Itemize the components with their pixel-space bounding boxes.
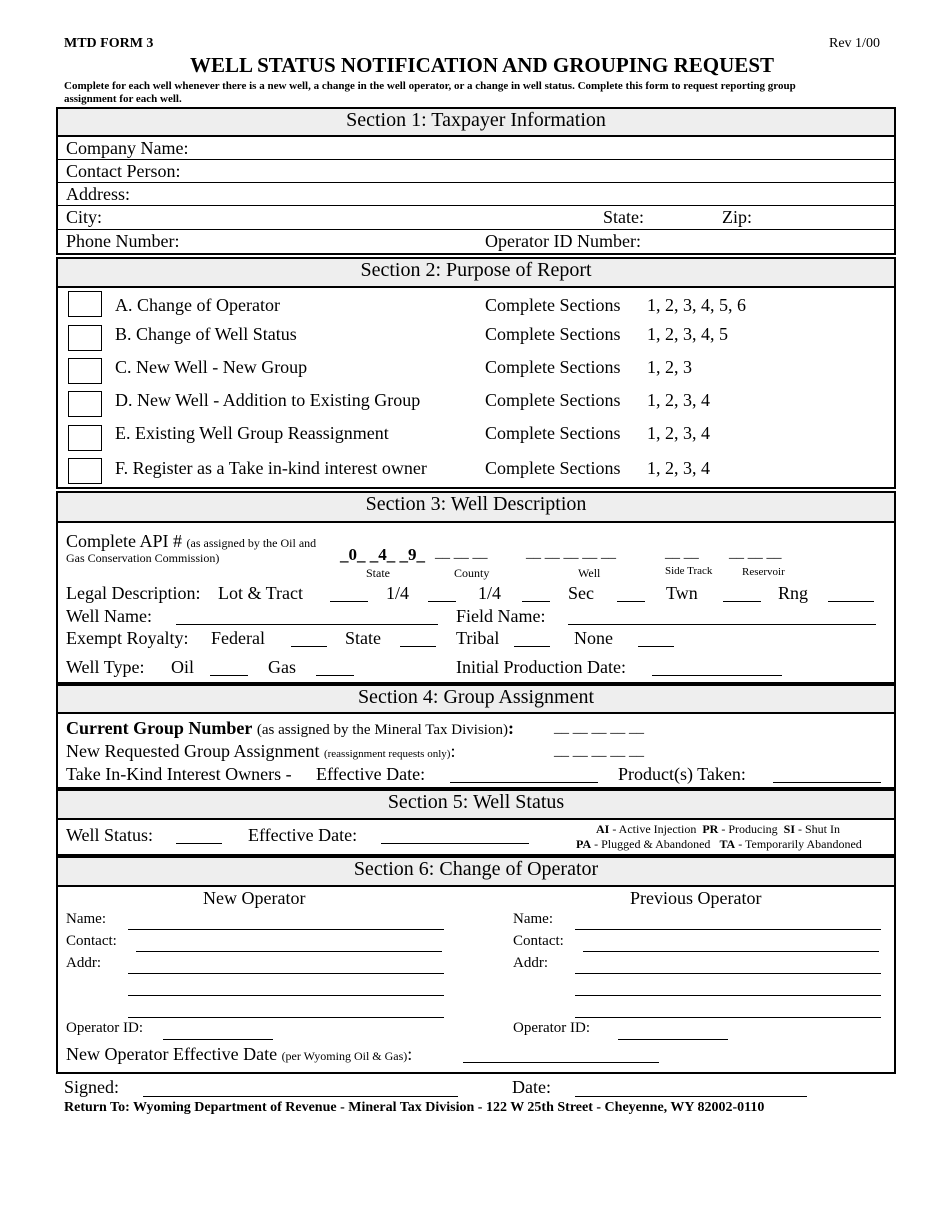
prev-operator-contact-input[interactable] — [583, 951, 879, 952]
address-field[interactable]: Address: — [66, 184, 130, 204]
text-label: Signed: — [64, 1077, 120, 1097]
text-label: E. Existing Well Group Reassignment — [115, 423, 389, 443]
text-label: Twn — [666, 583, 698, 603]
text-label: 1/4 — [478, 583, 502, 603]
text-label: Current Group Number — [66, 718, 253, 738]
text-label: - Plugged & Abandoned — [594, 837, 711, 851]
blank-line — [128, 1017, 444, 1018]
tik-effective-date-input[interactable] — [450, 782, 598, 783]
text-label: Exempt Royalty: — [66, 628, 189, 648]
text-label: Well Type: — [66, 657, 145, 677]
text-label: Effective Date: — [248, 825, 358, 845]
blank-line — [514, 646, 550, 647]
text-label: B. Change of Well Status — [115, 324, 297, 344]
divider — [58, 229, 894, 230]
checkbox[interactable] — [68, 391, 102, 417]
blank-line — [617, 601, 645, 602]
text-label — [66, 531, 316, 552]
text-label: - Temporarily Abandoned — [738, 837, 862, 851]
divider — [58, 182, 894, 183]
section-1 — [56, 107, 896, 255]
phone-field[interactable]: Phone Number: — [66, 231, 180, 251]
signature-input[interactable] — [143, 1096, 458, 1097]
text-label: 1, 2, 3, 4 — [647, 458, 710, 478]
section-5-title: Section 5: Well Status — [58, 791, 894, 820]
text-label: 1, 2, 3, 4 — [647, 423, 710, 443]
new-operator-contact-input[interactable] — [136, 951, 442, 952]
text-label: AI — [596, 822, 610, 836]
text-label: Complete Sections — [485, 423, 621, 443]
new-group-assignment-input[interactable]: __ __ __ __ __ — [554, 743, 644, 759]
contact-person-field[interactable]: Contact Person: — [66, 161, 181, 181]
text-label — [66, 718, 514, 739]
text-label: A. Change of Operator — [115, 295, 280, 315]
api-well[interactable]: __ __ __ __ __ — [526, 545, 616, 561]
text-label: Addr: — [66, 955, 101, 971]
text-label: None — [574, 628, 613, 648]
text-label: New Requested Group Assignment — [66, 741, 320, 761]
text-label: Take In-Kind Interest Owners - — [66, 764, 292, 784]
status-legend-1 — [596, 822, 840, 837]
text-label: C. New Well - New Group — [115, 357, 308, 377]
text-label: Name: — [513, 911, 553, 927]
text-label: : — [507, 718, 514, 738]
text-label: County — [454, 566, 490, 580]
text-label: F. Register as a Take in-kind interest owner — [115, 458, 427, 478]
zip-field[interactable]: Zip: — [722, 207, 752, 227]
text-label: SI — [783, 822, 795, 836]
text-label: - Shut In — [798, 822, 840, 836]
blank-line — [330, 601, 368, 602]
date-input[interactable] — [575, 1096, 807, 1097]
section-4 — [56, 684, 896, 789]
checkbox[interactable] — [68, 458, 102, 484]
text-label: Oil — [171, 657, 195, 677]
text-label: 1, 2, 3, 4, 5, 6 — [647, 295, 746, 315]
text-label: Complete Sections — [485, 357, 621, 377]
blank-line — [575, 1017, 881, 1018]
text-label: Sec — [568, 583, 594, 603]
text-label: PR — [702, 822, 719, 836]
blank-line — [210, 675, 248, 676]
section-5 — [56, 789, 896, 856]
text-label: TA — [719, 837, 736, 851]
well-status-effective-date-input[interactable] — [381, 843, 529, 844]
text-label: (reassignment requests only) — [323, 748, 451, 760]
text-label: Name: — [66, 911, 106, 927]
text-label: New Operator Effective Date — [66, 1044, 278, 1064]
text-label: Operator ID: — [513, 1020, 591, 1036]
blank-line — [400, 646, 436, 647]
section-4-title: Section 4: Group Assignment — [58, 686, 894, 714]
prev-operator-addr-input[interactable] — [575, 973, 881, 974]
field-name-label: Field Name: — [456, 606, 546, 626]
field-name-input[interactable] — [568, 624, 876, 625]
state-field[interactable]: State: — [603, 207, 644, 227]
text-label: Date: — [512, 1077, 551, 1097]
new-operator-name-input[interactable] — [128, 929, 444, 930]
text-label: New Requested Group Assignment (reassignment requests only): — [66, 741, 456, 761]
text-label: Tribal — [456, 628, 500, 648]
section-6-title: Section 6: Change of Operator — [58, 858, 894, 887]
blank-line — [522, 601, 550, 602]
text-label: Complete Sections — [485, 390, 621, 410]
text-label: Well Status: — [66, 825, 154, 845]
return-address: Return To: Wyoming Department of Revenue - Mineral Tax Division - 122 W 25th Street - Cheyenne, WY 82002-0110 — [64, 1100, 765, 1115]
blank-line — [316, 675, 354, 676]
text-label: (as assigned by the Oil and — [186, 536, 317, 550]
text-label: New Operator Effective Date (per Wyoming Oil & Gas): — [66, 1044, 413, 1064]
new-operator-addr-input[interactable] — [128, 973, 444, 974]
blank-line — [291, 646, 327, 647]
api-label: Complete API # — [66, 531, 182, 551]
text-label: Gas — [268, 657, 296, 677]
blank-line — [575, 995, 881, 996]
text-label: Effective Date: — [316, 764, 426, 784]
blank-line — [828, 601, 874, 602]
previous-operator-heading: Previous Operator — [630, 888, 762, 908]
text-label: Initial Production Date: — [456, 657, 626, 677]
status-legend-2 — [576, 837, 862, 852]
text-label: - Producing — [721, 822, 778, 836]
text-label: 1, 2, 3, 4 — [647, 390, 710, 410]
divider — [58, 159, 894, 160]
text-label: 1, 2, 3, 4, 5 — [647, 324, 728, 344]
api-county[interactable]: __ __ __ — [435, 545, 488, 561]
blank-line — [428, 601, 456, 602]
blank-line — [723, 601, 761, 602]
text-label: Complete Sections — [485, 324, 621, 344]
well-status-input[interactable] — [176, 843, 222, 844]
text-label: Complete Sections — [485, 295, 621, 315]
prev-operator-name-input[interactable] — [575, 929, 881, 930]
section-2-title: Section 2: Purpose of Report — [58, 259, 894, 288]
text-label: D. New Well - Addition to Existing Group — [115, 390, 421, 410]
blank-line — [128, 995, 444, 996]
form-id: MTD FORM 3 — [64, 36, 154, 51]
text-label: Federal — [211, 628, 265, 648]
checkbox[interactable] — [68, 325, 102, 351]
section-1-title: Section 1: Taxpayer Information — [58, 109, 894, 137]
text-label: Legal Description: — [66, 583, 201, 603]
text-label: Well — [578, 566, 601, 580]
section-3-title: Section 3: Well Description — [58, 493, 894, 523]
text-label: Lot & Tract — [218, 583, 304, 603]
text-label: 1, 2, 3 — [647, 357, 692, 377]
section-2 — [56, 257, 896, 489]
city-field[interactable]: City: — [66, 207, 103, 227]
text-label: 1/4 — [386, 583, 410, 603]
text-label: PA — [576, 837, 592, 851]
new-operator-effective-date-input[interactable] — [463, 1062, 659, 1063]
current-group-number-input[interactable]: __ __ __ __ __ — [554, 720, 644, 736]
initial-production-date-input[interactable] — [652, 675, 782, 676]
section-6 — [56, 856, 896, 1074]
blank-line — [638, 646, 674, 647]
prev-operator-id-input[interactable] — [618, 1039, 728, 1040]
text-label: (per Wyoming Oil & Gas) — [281, 1049, 408, 1063]
text-label: Product(s) Taken: — [618, 764, 746, 784]
instructions: Complete for each well whenever there is a new well, a change in the well operator, or a change in well status. Complete this form to request reporting group — [64, 80, 796, 92]
products-taken-input[interactable] — [773, 782, 881, 783]
well-name-input[interactable] — [176, 624, 438, 625]
text-label: - Active Injection — [612, 822, 697, 836]
text-label: Complete Sections — [485, 458, 621, 478]
section-3 — [56, 491, 896, 684]
checkbox[interactable] — [68, 291, 102, 317]
text-label: Gas Conservation Commission) — [66, 551, 220, 565]
text-label: Reservoir — [742, 566, 785, 578]
checkbox[interactable] — [68, 425, 102, 451]
text-label: Addr: — [513, 955, 548, 971]
text-label: Rng — [778, 583, 809, 603]
text-label: State — [345, 628, 381, 648]
new-operator-id-input[interactable] — [163, 1039, 273, 1040]
revision: Rev 1/00 — [829, 36, 880, 51]
text-label: State — [366, 566, 390, 580]
text-label: Side Track — [665, 565, 713, 577]
new-operator-heading: New Operator — [203, 888, 306, 908]
instructions-2: assignment for each well. — [64, 93, 182, 105]
text-label: (as assigned by the Mineral Tax Division) — [256, 722, 508, 738]
api-state-digits[interactable]: _0_ _4_ _9_ — [340, 545, 425, 564]
api-reservoir[interactable]: __ __ __ — [729, 545, 782, 561]
divider — [58, 205, 894, 206]
well-name-label: Well Name: — [66, 606, 153, 626]
company-name-field[interactable]: Company Name: — [66, 138, 189, 158]
text-label: Operator ID: — [66, 1020, 144, 1036]
checkbox[interactable] — [68, 358, 102, 384]
form-title: WELL STATUS NOTIFICATION AND GROUPING REQUEST — [189, 53, 775, 77]
text-label: Contact: — [66, 933, 117, 949]
api-side-track[interactable]: __ __ — [665, 545, 699, 561]
text-label: Contact: — [513, 933, 564, 949]
operator-id-field[interactable]: Operator ID Number: — [485, 231, 641, 251]
